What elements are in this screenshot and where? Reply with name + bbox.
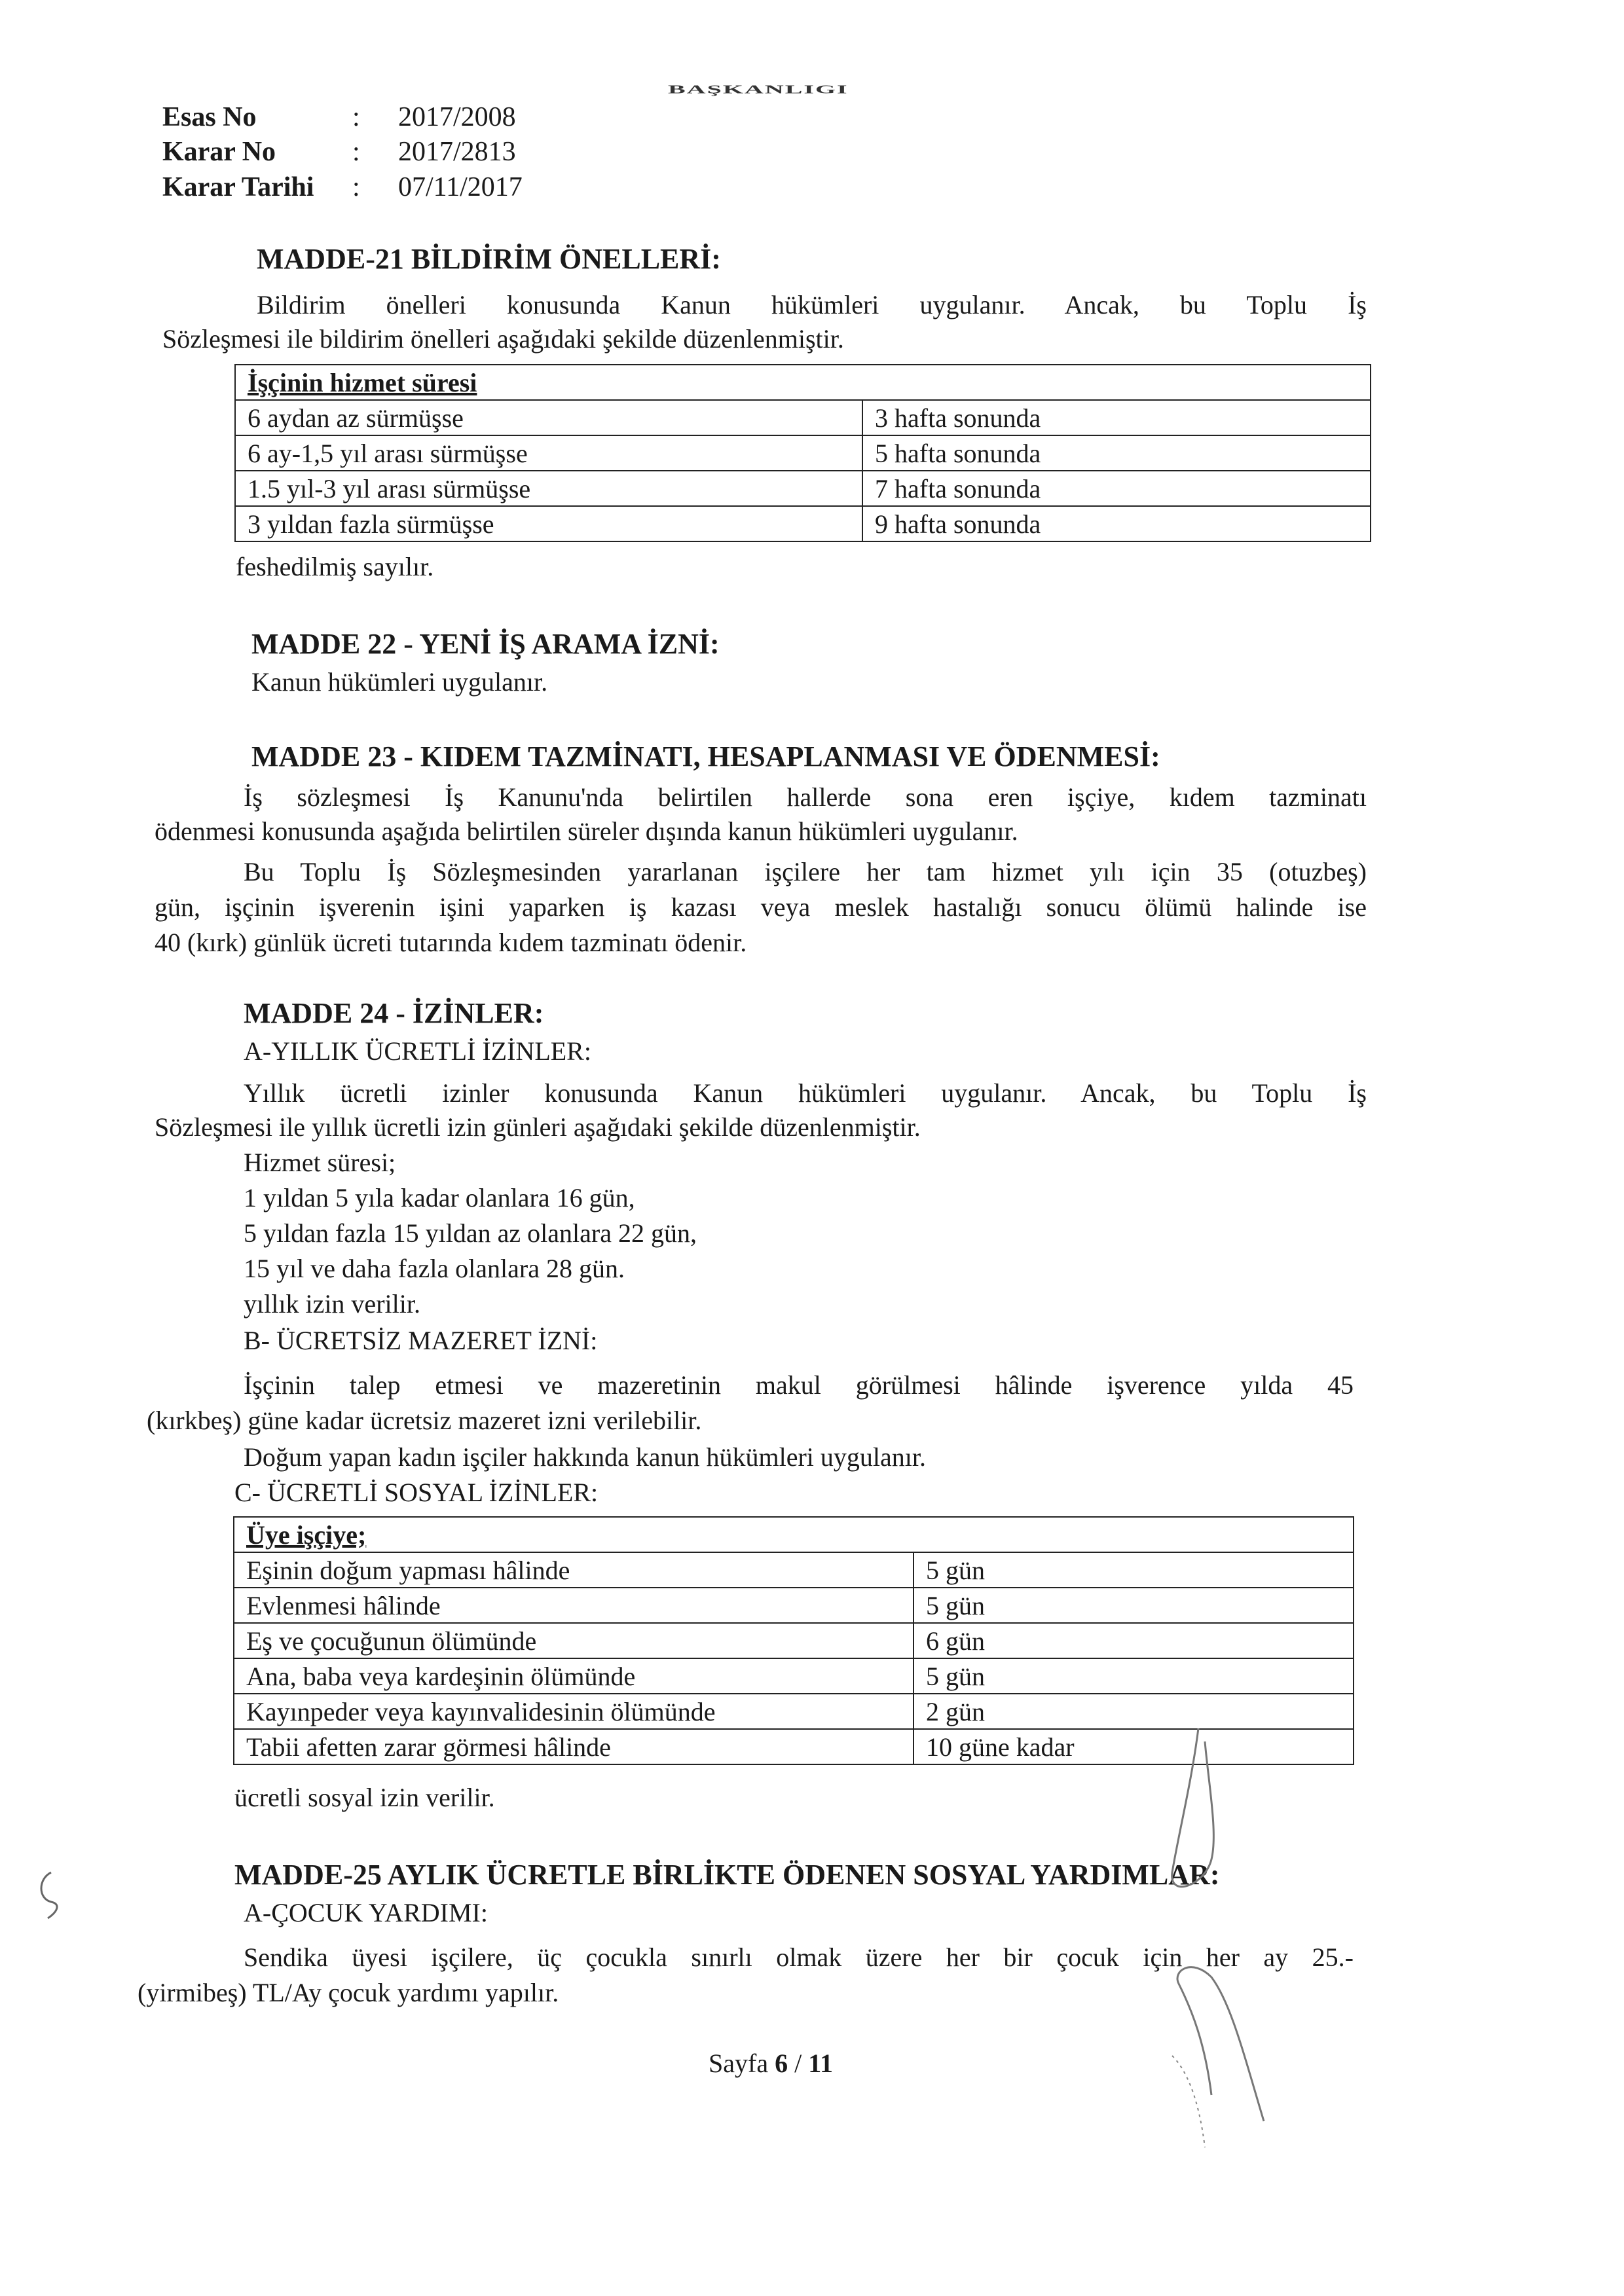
madde-22-title: MADDE 22 - YENİ İŞ ARAMA İZNİ:: [251, 628, 720, 660]
karar-no-value: 2017/2813: [398, 137, 516, 167]
ucretsiz-mazeret-line2: (kırkbeş) güne kadar ücretsiz mazeret izni verilebilir.: [147, 1406, 702, 1435]
ucretsiz-mazeret-line1: İşçinin talep etmesi ve mazeretinin makul görülmesi hâlinde işverence yılda 45: [244, 1370, 1354, 1400]
madde-23-p2-line1: Bu Toplu İş Sözleşmesinden yararlanan işçilere her tam hizmet yılı için 35 (otuzbeş): [244, 857, 1367, 886]
page-footer: [709, 2048, 833, 2079]
sosyal-izin-row-2-label: Evlenmesi hâlinde: [234, 1588, 913, 1623]
madde-23-title: MADDE 23 - KIDEM TAZMİNATI, HESAPLANMASI VE ÖDENMESİ:: [251, 740, 1160, 773]
yillik-izin-end: yıllık izin verilir.: [244, 1289, 420, 1319]
yillik-izin-line2: Sözleşmesi ile yıllık ücretli izin günleri aşağıdaki şekilde düzenlenmiştir.: [155, 1112, 921, 1142]
karar-tarihi-colon: :: [352, 172, 360, 202]
table-row: [234, 1623, 1354, 1658]
table-row: [235, 506, 1371, 541]
sosyal-izin-row-4-value: 5 gün: [913, 1658, 1354, 1694]
yillik-izin-line1: Yıllık ücretli izinler konusunda Kanun hükümleri uygulanır. Ancak, bu Toplu İş: [244, 1078, 1367, 1108]
bildirim-row-2-label: 6 ay-1,5 yıl arası sürmüşse: [235, 435, 862, 471]
table-row: [234, 1588, 1354, 1623]
page-number: 6: [775, 2049, 788, 2078]
bildirim-row-1-label: 6 aydan az sürmüşse: [235, 400, 862, 435]
karar-no-label: Karar No: [162, 137, 276, 167]
bildirim-row-4-label: 3 yıldan fazla sürmüşse: [235, 506, 862, 541]
sosyal-izin-row-3-label: Eş ve çocuğunun ölümünde: [234, 1623, 913, 1658]
signature-mark: [1113, 1702, 1310, 2160]
esas-no-colon: :: [352, 102, 360, 132]
karar-tarihi-label: Karar Tarihi: [162, 172, 314, 202]
margin-initial-mark: [31, 1866, 71, 1925]
table-row: [235, 365, 1371, 400]
sosyal-izin-row-3-value: 6 gün: [913, 1623, 1354, 1658]
page-footer-prefix: Sayfa: [709, 2049, 769, 2078]
madde-21-para-line2: Sözleşmesi ile bildirim önelleri aşağıdaki şekilde düzenlenmiştir.: [162, 324, 844, 354]
ucretli-sosyal-title: C- ÜCRETLİ SOSYAL İZİNLER:: [234, 1478, 599, 1507]
sosyal-izin-row-5-value: 2 gün: [913, 1694, 1354, 1729]
madde-21-title: MADDE-21 BİLDİRİM ÖNELLERİ:: [257, 243, 721, 275]
page-total: 11: [808, 2049, 833, 2078]
cocuk-yardimi-line1: Sendika üyesi işçilere, üç çocukla sınırlı olmak üzere her bir çocuk için her ay 25.-: [244, 1942, 1354, 1972]
sosyal-izin-row-5-label: Kayınpeder veya kayınvalidesinin ölümünde: [234, 1694, 913, 1729]
madde-24-title: MADDE 24 - İZİNLER:: [244, 997, 544, 1029]
bildirim-row-4-value: 9 hafta sonunda: [862, 506, 1371, 541]
sosyal-izin-row-1-label: Eşinin doğum yapması hâlinde: [234, 1552, 913, 1588]
bildirim-row-3-value: 7 hafta sonunda: [862, 471, 1371, 506]
cocuk-yardimi-title: A-ÇOCUK YARDIMI:: [244, 1898, 488, 1927]
sosyal-izin-row-1-value: 5 gün: [913, 1552, 1354, 1588]
madde-21-after: feshedilmiş sayılır.: [236, 552, 434, 581]
yillik-izin-item-2: 5 yıldan fazla 15 yıldan az olanlara 22 gün,: [244, 1218, 697, 1248]
sosyal-izin-row-2-value: 5 gün: [913, 1588, 1354, 1623]
sosyal-izin-table-header: Üye işçiye;: [234, 1517, 1354, 1552]
bildirim-row-3-label: 1.5 yıl-3 yıl arası sürmüşse: [235, 471, 862, 506]
sosyal-izin-row-4-label: Ana, baba veya kardeşinin ölümünde: [234, 1658, 913, 1694]
table-row: [235, 471, 1371, 506]
bildirim-table: [234, 364, 1371, 542]
yillik-izin-title: A-YILLIK ÜCRETLİ İZİNLER:: [244, 1036, 591, 1066]
madde-23-p1-line1: İş sözleşmesi İş Kanunu'nda belirtilen hallerde sona eren işçiye, kıdem tazminatı: [244, 782, 1367, 812]
sosyal-izin-row-6-label: Tabii afetten zarar görmesi hâlinde: [234, 1729, 913, 1764]
madde-23-p2-line3: 40 (kırk) günlük ücreti tutarında kıdem tazminatı ödenir.: [155, 928, 747, 957]
bildirim-table-header: İşçinin hizmet süresi: [235, 365, 1371, 400]
yillik-izin-item-1: 1 yıldan 5 yıla kadar olanlara 16 gün,: [244, 1183, 635, 1212]
table-row: [234, 1517, 1354, 1552]
bildirim-row-1-value: 3 hafta sonunda: [862, 400, 1371, 435]
top-header-fragment: BAŞKANLIGI: [668, 82, 849, 96]
table-row: [234, 1552, 1354, 1588]
madde-23-p1-line2: ödenmesi konusunda aşağıda belirtilen süreler dışında kanun hükümleri uygulanır.: [155, 816, 1018, 846]
table-row: [235, 435, 1371, 471]
karar-tarihi-value: 07/11/2017: [398, 172, 523, 202]
page-sep: /: [794, 2049, 802, 2078]
esas-no-value: 2017/2008: [398, 102, 516, 132]
table-row: [235, 400, 1371, 435]
bildirim-row-2-value: 5 hafta sonunda: [862, 435, 1371, 471]
table-row: [234, 1658, 1354, 1694]
ucretsiz-mazeret-line3: Doğum yapan kadın işçiler hakkında kanun hükümleri uygulanır.: [244, 1442, 926, 1472]
esas-no-label: Esas No: [162, 102, 257, 132]
madde-21-para-line1: Bildirim önelleri konusunda Kanun hükümleri uygulanır. Ancak, bu Toplu İş: [257, 290, 1367, 319]
ucretsiz-mazeret-title: B- ÜCRETSİZ MAZERET İZNİ:: [244, 1326, 598, 1355]
ucretli-sosyal-after: ücretli sosyal izin verilir.: [234, 1783, 495, 1812]
madde-25-title: MADDE-25 AYLIK ÜCRETLE BİRLİKTE ÖDENEN SOSYAL YARDIMLAR:: [234, 1859, 1220, 1891]
sosyal-izin-row-6-value: 10 güne kadar: [913, 1729, 1354, 1764]
yillik-izin-item-3: 15 yıl ve daha fazla olanlara 28 gün.: [244, 1254, 625, 1283]
madde-23-p2-line2: gün, işçinin işverenin işini yaparken iş kazası veya meslek hastalığı sonucu ölümü halinde ise: [155, 892, 1367, 922]
cocuk-yardimi-line2: (yirmibeş) TL/Ay çocuk yardımı yapılır.: [138, 1978, 559, 2007]
karar-no-colon: :: [352, 137, 360, 167]
madde-22-text: Kanun hükümleri uygulanır.: [251, 667, 548, 697]
hizmet-suresi-label: Hizmet süresi;: [244, 1148, 396, 1177]
